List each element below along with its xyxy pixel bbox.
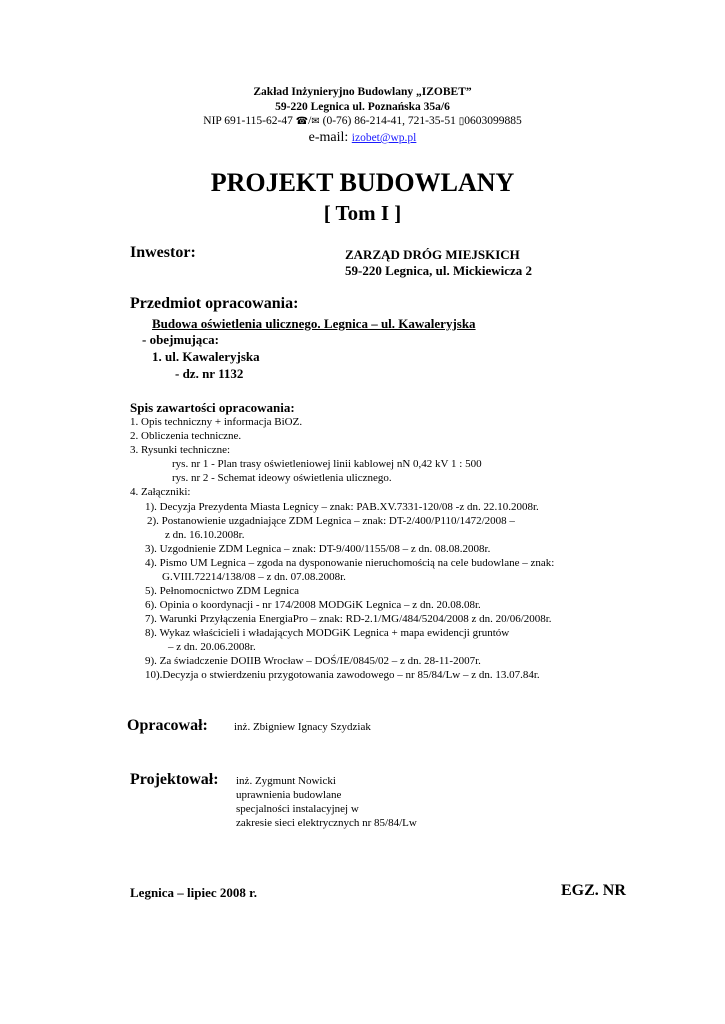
contents-line: 3. Rysunki techniczne: xyxy=(130,444,231,456)
company-address: 59-220 Legnica ul. Poznańska 35a/6 xyxy=(275,101,450,113)
email-link[interactable]: izobet@wp.pl xyxy=(351,132,417,144)
contents-line: 8). Wykaz właścicieli i władających MODGiK Legnica + mapa ewidencji gruntów xyxy=(145,627,510,639)
company-name: Zakład Inżynieryjno Budowlany „IZOBET” xyxy=(253,86,472,98)
nip-number: NIP 691-115-62-47 xyxy=(203,115,293,127)
phone-icon: ☎ xyxy=(295,116,309,127)
contents-line: 3). Uzgodnienie ZDM Legnica – znak: DT-9/400/1155/08 – z dn. 08.08.2008r. xyxy=(145,543,491,555)
place-date: Legnica – lipiec 2008 r. xyxy=(130,885,257,900)
designer-credential: uprawnienia budowlane xyxy=(236,789,342,801)
contents-line: G.VIII.72214/138/08 – z dn. 07.08.2008r. xyxy=(162,571,346,583)
mobile-number: 0603099885 xyxy=(464,115,522,127)
contents-line: 2). Postanowienie uzgadniające ZDM Legnica – znak: DT-2/400/P110/1472/2008 – xyxy=(147,515,515,527)
document-title: PROJEKT BUDOWLANY xyxy=(210,168,515,197)
phone-numbers: (0-76) 86-214-41, 721-35-51 xyxy=(322,115,456,127)
contents-line: rys. nr 2 - Schemat ideowy oświetlenia ulicznego. xyxy=(172,472,392,484)
designer-credential: specjalności instalacyjnej w xyxy=(236,803,359,815)
email-label: e-mail: xyxy=(308,130,349,145)
contents-line: 5). Pełnomocnictwo ZDM Legnica xyxy=(145,585,299,597)
email-line xyxy=(0,130,725,146)
subject-label: Przedmiot opracowania: xyxy=(130,295,299,312)
contents-line: 2. Obliczenia techniczne. xyxy=(130,430,242,442)
copy-number: EGZ. NR xyxy=(561,882,626,899)
contents-line: 4. Załączniki: xyxy=(130,486,191,498)
designer-credential: zakresie sieci elektrycznych nr 85/84/Lw xyxy=(236,817,417,829)
contents-line: 7). Warunki Przyłączenia EnergiaPro – znak: RD-2.1/MG/484/5204/2008 z dn. 20/06/2008r. xyxy=(145,613,552,625)
contents-line: rys. nr 1 - Plan trasy oświetleniowej linii kablowej nN 0,42 kV 1 : 500 xyxy=(172,458,482,470)
contents-line: z dn. 16.10.2008r. xyxy=(165,529,245,541)
contents-line: 1. Opis techniczny + informacja BiOZ. xyxy=(130,416,303,428)
investor-label: Inwestor: xyxy=(130,244,196,261)
investor-address: 59-220 Legnica, ul. Mickiewicza 2 xyxy=(345,263,533,278)
designer-label: Projektował: xyxy=(130,771,219,788)
volume-label: [ Tom I ] xyxy=(323,201,402,225)
contents-line: 4). Pismo UM Legnica – zgoda na dysponowanie nieruchomością na cele budowlane – znak: xyxy=(145,557,555,569)
designer-name: inż. Zygmunt Nowicki xyxy=(236,775,336,787)
prepared-label: Opracował: xyxy=(127,717,208,734)
company-contact xyxy=(0,115,725,127)
contents-line: – z dn. 20.06.2008r. xyxy=(168,641,256,653)
contents-line: 1). Decyzja Prezydenta Miasta Legnicy – znak: PAB.XV.7331-120/08 -z dn. 22.10.2008r. xyxy=(145,501,539,513)
contents-heading: Spis zawartości opracowania: xyxy=(130,400,295,415)
subject-title: Budowa oświetlenia ulicznego. Legnica – ul. Kawaleryjska xyxy=(152,316,476,331)
subject-plot: - dz. nr 1132 xyxy=(175,366,244,381)
mobile-phone-icon: ▯ xyxy=(458,116,465,127)
contents-line: 9). Za świadczenie DOIIB Wrocław – DOŚ/IE/0845/02 – z dn. 28-11-2007r. xyxy=(145,655,481,667)
investor-name: ZARZĄD DRÓG MIEJSKICH xyxy=(345,247,520,262)
subject-includes: - obejmująca: xyxy=(142,332,219,347)
fax-icon: ✉ xyxy=(311,116,320,127)
phone-separator: / xyxy=(308,115,312,127)
subject-item: 1. ul. Kawaleryjska xyxy=(152,349,260,364)
prepared-name: inż. Zbigniew Ignacy Szydziak xyxy=(234,721,371,733)
contents-line: 6). Opinia o koordynacji - nr 174/2008 MODGiK Legnica – z dn. 20.08.08r. xyxy=(145,599,481,611)
contents-line: 10).Decyzja o stwierdzeniu przygotowania zawodowego – nr 85/84/Lw – z dn. 13.07.84r. xyxy=(145,669,540,681)
